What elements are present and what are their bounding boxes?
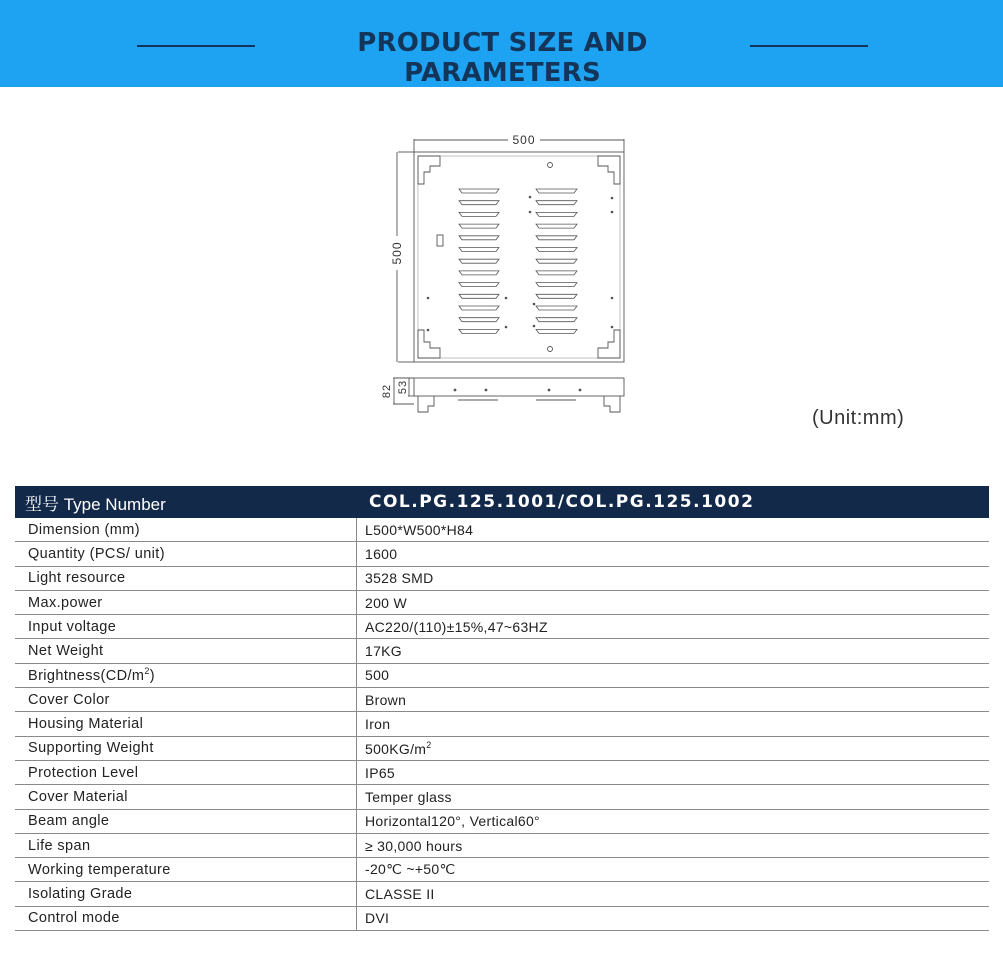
row-value-text: 500KG/m (365, 740, 427, 757)
vent-slot (536, 283, 577, 287)
vent-slot (536, 236, 577, 240)
table-row (15, 615, 989, 639)
vent-slot (459, 259, 499, 263)
vent-slot (536, 224, 577, 228)
rivet-dot (505, 297, 508, 300)
panel-outline (414, 152, 624, 362)
side-dot (454, 389, 457, 392)
column-divider (356, 542, 357, 565)
row-label (15, 765, 356, 781)
corner-bracket-tl (418, 156, 440, 184)
vent-slot (536, 189, 577, 193)
row-value-text: -20℃ ~+50℃ (365, 861, 456, 878)
row-value (356, 861, 456, 878)
row-value (356, 838, 463, 854)
page-title: PRODUCT SIZE AND PARAMETERS (357, 28, 648, 88)
corner-bracket-br (598, 330, 620, 358)
dim-width-label: 500 (512, 133, 536, 147)
row-label (15, 692, 356, 708)
row-value (356, 740, 432, 757)
row-label (15, 522, 356, 538)
row-value (356, 643, 402, 659)
vent-slot (459, 201, 499, 205)
hole-top (548, 163, 553, 168)
rivet-dot (611, 326, 614, 329)
row-value (356, 765, 395, 781)
row-label (15, 910, 356, 926)
column-divider (356, 882, 357, 905)
row-label-text: Max.power (28, 594, 103, 611)
header-type-label: 型号 Type Number (25, 494, 166, 514)
row-value-text: L500*W500*H84 (365, 521, 474, 538)
row-value (356, 546, 397, 562)
row-label-text: Isolating Grade (28, 886, 133, 903)
column-divider (356, 567, 357, 590)
row-label (15, 813, 356, 829)
table-row (15, 688, 989, 712)
header-model-number: COL.PG.125.1001/COL.PG.125.1002 (369, 492, 755, 512)
rivet-dot (533, 303, 536, 306)
row-label (15, 789, 356, 805)
row-label-text: Cover Color (28, 691, 110, 708)
column-divider (356, 688, 357, 711)
side-view-body (414, 378, 624, 396)
vent-slot (459, 318, 499, 322)
rivet-dot (611, 297, 614, 300)
vent-slot (536, 212, 577, 216)
table-row (15, 712, 989, 736)
vent-slot (459, 224, 499, 228)
row-value-text: CLASSE II (365, 886, 435, 903)
row-label (15, 619, 356, 635)
row-label-text: Cover Material (28, 788, 128, 805)
row-value (356, 910, 389, 926)
vent-slot (536, 329, 577, 333)
table-row (15, 567, 989, 591)
column-divider (356, 664, 357, 687)
row-value (356, 813, 540, 829)
row-value (356, 789, 452, 805)
row-value-text: ≥ 30,000 hours (365, 837, 463, 854)
vent-slot (459, 248, 499, 252)
rivet-dot (533, 325, 536, 328)
column-divider (356, 737, 357, 760)
row-label (15, 570, 356, 586)
dim-depth-body-label: 53 (397, 379, 409, 395)
row-value-text: Brown (365, 691, 407, 708)
row-value-text: 500 (365, 667, 390, 684)
side-foot-left (418, 396, 434, 412)
row-value-text: Iron (365, 716, 391, 733)
row-value (356, 595, 407, 611)
vent-slots (459, 189, 577, 333)
row-value (356, 619, 548, 635)
row-value-text: Horizontal120°, Vertical60° (365, 813, 540, 830)
vent-slot (459, 271, 499, 275)
table-row (15, 810, 989, 834)
row-label (15, 595, 356, 611)
dimension-drawing (0, 0, 1003, 470)
row-value-superscript: 2 (426, 739, 432, 750)
column-divider (356, 615, 357, 638)
vent-slot (536, 318, 577, 322)
column-divider (356, 761, 357, 784)
dim-height-label: 500 (390, 241, 404, 265)
rivet-dot (427, 297, 430, 300)
table-row (15, 518, 989, 542)
vent-slot (459, 212, 499, 216)
side-dot (579, 389, 582, 392)
row-value-text: 3528 SMD (365, 570, 434, 587)
row-label (15, 838, 356, 854)
row-label-text: Housing Material (28, 716, 144, 733)
side-foot-right (604, 396, 620, 412)
column-divider (356, 639, 357, 662)
vent-slot (536, 259, 577, 263)
row-value (356, 570, 434, 586)
vent-slot (459, 329, 499, 333)
table-row (15, 664, 989, 688)
table-row (15, 761, 989, 785)
vent-slot (459, 189, 499, 193)
column-divider (356, 858, 357, 881)
column-divider (356, 810, 357, 833)
table-row (15, 834, 989, 858)
row-label-tail: ) (149, 668, 156, 685)
vent-slot (459, 294, 499, 298)
side-dot (548, 389, 551, 392)
rivet-dot (505, 326, 508, 329)
spec-table (15, 486, 989, 931)
spec-table-header (15, 486, 989, 518)
vent-slot (536, 201, 577, 205)
table-row (15, 858, 989, 882)
vent-slot (459, 236, 499, 240)
row-label-text: Net Weight (28, 643, 104, 660)
table-row (15, 542, 989, 566)
row-label-text: Input voltage (28, 618, 117, 635)
row-value (356, 522, 473, 538)
side-dot (485, 389, 488, 392)
rivet-dot (611, 197, 614, 200)
spec-rows (15, 518, 989, 931)
row-value (356, 886, 435, 902)
column-divider (356, 834, 357, 857)
rivet-dot (529, 196, 532, 199)
rivet-dot (611, 211, 614, 214)
row-label-text: Working temperature (28, 861, 171, 878)
row-label-text: Beam angle (28, 813, 110, 830)
row-label (15, 886, 356, 902)
row-value-text: 17KG (365, 643, 402, 660)
row-label-superscript: 2 (144, 666, 150, 677)
table-row (15, 907, 989, 931)
row-value-text: AC220/(110)±15%,47~63HZ (365, 618, 548, 635)
column-divider (356, 712, 357, 735)
rivet-dot (427, 329, 430, 332)
row-value (356, 716, 390, 732)
row-value (356, 667, 389, 683)
vent-slot (536, 248, 577, 252)
row-value-text: DVI (365, 910, 390, 927)
column-divider (356, 907, 357, 930)
unit-note: (Unit:mm) (812, 407, 905, 429)
row-value-text: Temper glass (365, 788, 452, 805)
table-row (15, 737, 989, 761)
vent-slot (459, 283, 499, 287)
row-value-text: 200 W (365, 594, 407, 611)
row-value-text: 1600 (365, 545, 398, 562)
row-label (15, 716, 356, 732)
label-plate (437, 235, 443, 246)
table-row (15, 591, 989, 615)
vent-slot (536, 294, 577, 298)
rivet-dot (529, 211, 532, 214)
row-label (15, 740, 356, 756)
row-label-text: Light resource (28, 570, 126, 587)
column-divider (356, 518, 357, 541)
corner-bracket-bl (418, 330, 440, 358)
column-divider (356, 785, 357, 808)
panel-inner-outline (418, 156, 620, 358)
table-row (15, 785, 989, 809)
hole-bottom (548, 347, 553, 352)
row-label (15, 546, 356, 562)
row-label-text: Control mode (28, 910, 120, 927)
column-divider (356, 591, 357, 614)
table-row (15, 882, 989, 906)
row-label (15, 666, 356, 684)
row-value (356, 692, 406, 708)
row-label-text: Supporting Weight (28, 740, 154, 757)
dim-depth-total-label: 82 (381, 383, 393, 399)
row-label-text: Dimension (mm) (28, 521, 140, 538)
row-label-text: Life span (28, 837, 91, 854)
row-label-text: Protection Level (28, 764, 139, 781)
corner-bracket-tr (598, 156, 620, 184)
row-label-text: Brightness(CD/m (28, 668, 145, 685)
vent-slot (536, 306, 577, 310)
row-label (15, 862, 356, 878)
table-row (15, 639, 989, 663)
row-label (15, 643, 356, 659)
row-value-text: IP65 (365, 764, 395, 781)
row-label-text: Quantity (PCS/ unit) (28, 545, 165, 562)
vent-slot (459, 306, 499, 310)
vent-slot (536, 271, 577, 275)
